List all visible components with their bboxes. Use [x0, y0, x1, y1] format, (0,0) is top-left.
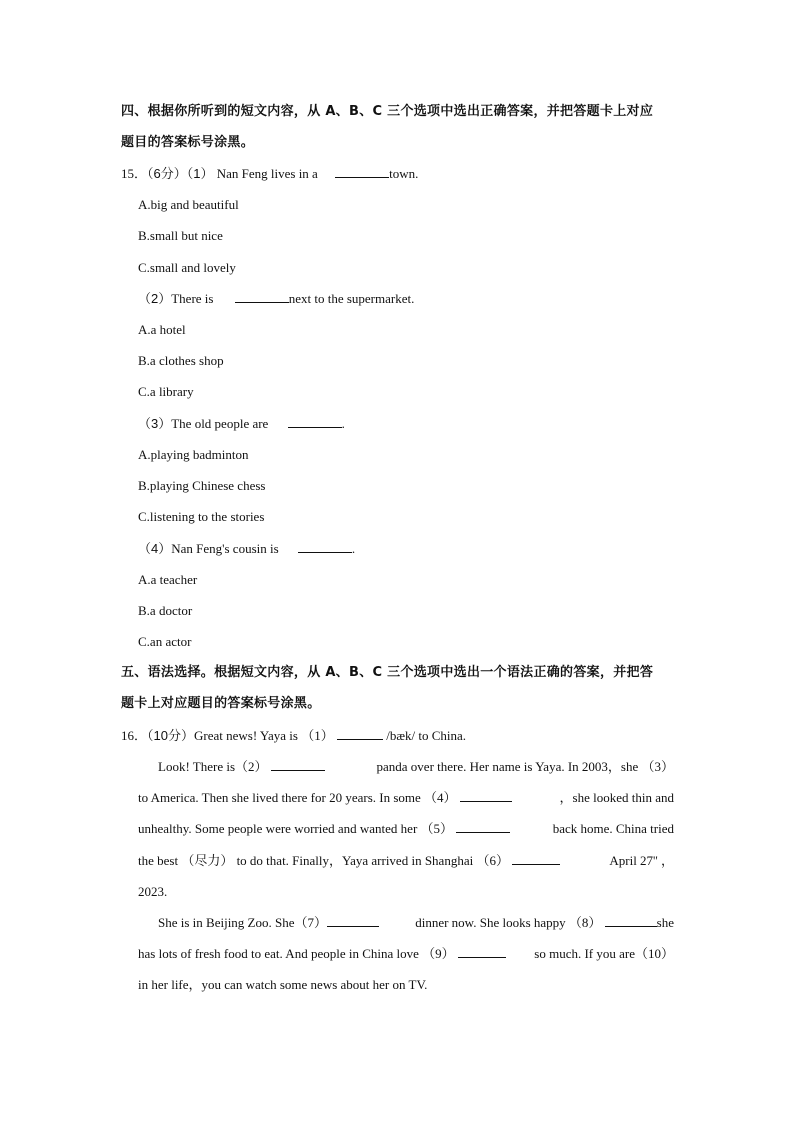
passage-text: panda over there. Her name is Yaya. In 2003，she （3）: [376, 759, 674, 774]
passage-line: in her life，you can watch some news about her on TV.: [138, 977, 428, 992]
option-4c: C.an actor: [138, 634, 192, 649]
intro-text: Great news! Yaya is （1）: [193, 728, 334, 743]
question-16-stem: [121, 727, 466, 745]
sub-question-number: （2）: [138, 291, 172, 306]
intro-text: /bæk/ to China.: [386, 728, 467, 743]
answer-blank: [271, 758, 325, 771]
option-3a: A.playing badminton: [138, 447, 249, 462]
sub-question-text: Nan Feng lives in a: [216, 166, 318, 181]
option-1b: B.small but nice: [138, 228, 223, 243]
passage-line: [158, 758, 674, 776]
answer-blank: [456, 820, 510, 833]
section-4-heading-line2: 题目的答案标号涂黑。: [121, 135, 255, 150]
passage-line: [138, 820, 674, 838]
option-2b: B.a clothes shop: [138, 353, 224, 368]
answer-blank: [327, 914, 379, 927]
sub-question-2: [138, 290, 414, 308]
passage-text: to America. Then she lived there for 20 years. In some （4）: [138, 789, 512, 807]
sub-question-text: town.: [389, 166, 419, 181]
passage-text: unhealthy. Some people were worried and wanted her （5）: [138, 820, 510, 838]
question-number: 15．: [121, 166, 148, 181]
passage-text: dinner now. She looks happy （8） she: [415, 915, 674, 930]
option-1c: C.small and lovely: [138, 260, 236, 275]
question-score: （6分）: [147, 166, 187, 181]
answer-blank: [460, 789, 512, 802]
option-4a: A.a teacher: [138, 572, 198, 587]
sub-question-number: （3）: [138, 416, 172, 431]
answer-blank: [298, 540, 352, 553]
passage-text: She is in Beijing Zoo. She（7）: [158, 914, 379, 932]
sub-question-number: （4）: [138, 541, 172, 556]
option-3c: C.listening to the stories: [138, 509, 265, 524]
sub-question-text: The old people are: [171, 416, 269, 431]
passage-text: April 27'' ，: [609, 853, 674, 868]
passage-line: [138, 789, 674, 807]
passage-line: [138, 945, 674, 963]
passage-line: [158, 914, 674, 932]
section-5-heading-line2: 题卡上对应题目的答案标号涂黑。: [121, 696, 321, 711]
passage-text: Look! There is（2）: [158, 758, 325, 776]
sub-question-text: There is: [171, 291, 214, 306]
sub-question-text: next to the supermarket.: [288, 291, 415, 306]
question-15-stem: [121, 165, 418, 183]
sub-question-text: .: [351, 541, 356, 556]
option-3b: B.playing Chinese chess: [138, 478, 266, 493]
answer-blank: [337, 727, 383, 740]
option-2c: C.a library: [138, 384, 194, 399]
question-number: 16．: [121, 728, 148, 743]
sub-question-3: [138, 415, 345, 433]
option-4b: B.a doctor: [138, 603, 193, 618]
answer-blank: [335, 165, 389, 178]
option-2a: A.a hotel: [138, 322, 186, 337]
answer-blank: [605, 914, 657, 927]
sub-question-text: .: [341, 416, 345, 431]
answer-blank: [288, 415, 342, 428]
question-score: （10分）: [147, 728, 194, 743]
passage-text: has lots of fresh food to eat. And people in China love （9）: [138, 945, 506, 963]
passage-text: the best （尽力） to do that. Finally，Yaya arrived in Shanghai （6）: [138, 852, 560, 870]
sub-question-number: （1）: [186, 166, 214, 181]
answer-blank: [235, 290, 289, 303]
answer-blank: [512, 852, 560, 865]
passage-line: 2023.: [138, 884, 168, 899]
passage-text: ，she looked thin and: [559, 790, 674, 805]
option-1a: A.big and beautiful: [138, 197, 239, 212]
sub-question-text: Nan Feng's cousin is: [171, 541, 279, 556]
sub-question-4: [138, 540, 355, 558]
passage-text: so much. If you are（10）: [534, 946, 674, 961]
answer-blank: [458, 945, 506, 958]
section-5-heading-line1: 五、语法选择。根据短文内容，从 A、B、C 三个选项中选出一个语法正确的答案，并把答: [121, 665, 654, 680]
passage-line: [138, 852, 674, 870]
passage-text: back home. China tried: [552, 821, 674, 836]
section-4-heading-line1: 四、根据你所听到的短文内容，从 A、B、C 三个选项中选出正确答案，并把答题卡上对应: [121, 104, 654, 119]
